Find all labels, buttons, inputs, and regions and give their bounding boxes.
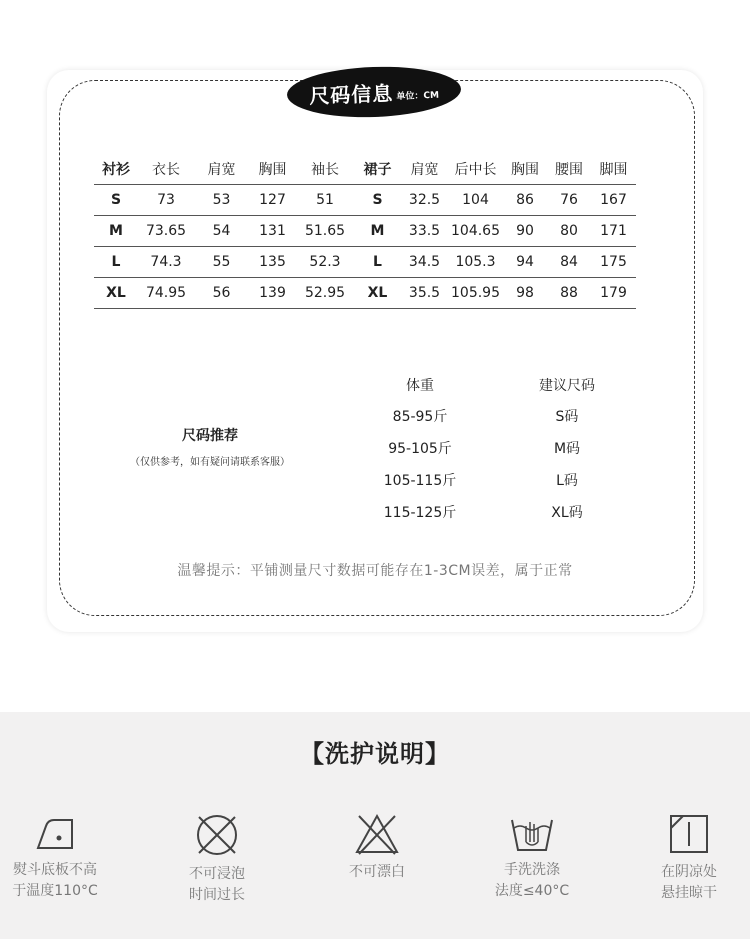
- table-header: 胸围: [503, 154, 547, 185]
- table-cell: 76: [547, 185, 591, 216]
- suggested-size-value: M码: [553, 441, 581, 457]
- table-cell: 171: [591, 216, 636, 247]
- table-cell: M: [354, 216, 401, 247]
- table-cell: XL: [354, 278, 401, 309]
- table-cell: 127: [249, 185, 296, 216]
- table-cell: L: [94, 247, 138, 278]
- table-cell: 73: [138, 185, 194, 216]
- table-cell: 88: [547, 278, 591, 309]
- no-soak-icon: [194, 812, 240, 858]
- table-header: 衣长: [138, 154, 194, 185]
- care-item-label: 不可漂白: [349, 864, 405, 880]
- table-header: 肩宽: [401, 154, 448, 185]
- table-header: 裙子: [354, 154, 401, 185]
- table-cell: 51: [296, 185, 354, 216]
- care-section: [0, 712, 750, 939]
- care-item-label: 熨斗底板不高 于温度110°C: [12, 862, 98, 899]
- care-title: 【洗护说明】: [300, 740, 450, 768]
- table-cell: 86: [503, 185, 547, 216]
- table-cell: 98: [503, 278, 547, 309]
- table-cell: M: [94, 216, 138, 247]
- care-item-label: 手洗洗涤 法度≤40°C: [494, 862, 570, 899]
- iron-icon: [32, 812, 78, 854]
- size-recommend-label: 尺码推荐: [182, 428, 238, 444]
- size-table: [94, 154, 636, 309]
- table-cell: 179: [591, 278, 636, 309]
- table-cell: 105.95: [448, 278, 503, 309]
- suggested-size-value: S码: [555, 409, 579, 425]
- table-header: 腰围: [547, 154, 591, 185]
- table-cell: 94: [503, 247, 547, 278]
- table-cell: 34.5: [401, 247, 448, 278]
- care-item: [312, 812, 442, 883]
- suggested-size-value: XL码: [551, 505, 583, 521]
- table-cell: 35.5: [401, 278, 448, 309]
- table-cell: 84: [547, 247, 591, 278]
- hang-dry-shade-icon: [667, 812, 711, 856]
- table-cell: 104.65: [448, 216, 503, 247]
- measurement-tip: 温馨提示：平铺测量尺寸数据可能存在1-3CM误差，属于正常: [177, 563, 573, 579]
- table-cell: 167: [591, 185, 636, 216]
- table-header: 衬衫: [94, 154, 138, 185]
- table-cell: 51.65: [296, 216, 354, 247]
- table-cell: 32.5: [401, 185, 448, 216]
- care-item: [0, 812, 120, 902]
- size-recommend-note: （仅供参考，如有疑问请联系客服）: [130, 457, 290, 468]
- hand-wash-icon: [508, 812, 556, 854]
- size-table-header-row: [94, 154, 636, 185]
- table-header: 肩宽: [194, 154, 249, 185]
- table-cell: 104: [448, 185, 503, 216]
- care-item: [624, 812, 750, 904]
- weight-value: 115-125斤: [383, 505, 457, 521]
- table-header: 袖长: [296, 154, 354, 185]
- table-cell: 52.3: [296, 247, 354, 278]
- weight-value: 95-105斤: [388, 441, 452, 457]
- table-cell: 55: [194, 247, 249, 278]
- table-row: [94, 216, 636, 247]
- table-cell: 53: [194, 185, 249, 216]
- table-cell: 90: [503, 216, 547, 247]
- table-cell: 74.3: [138, 247, 194, 278]
- size-info-unit: 单位：CM: [396, 90, 440, 102]
- table-cell: 105.3: [448, 247, 503, 278]
- table-cell: 33.5: [401, 216, 448, 247]
- table-header: 后中长: [448, 154, 503, 185]
- size-info-title: 尺码信息: [308, 80, 394, 108]
- weight-value: 85-95斤: [392, 409, 448, 425]
- suggested-size-header: 建议尺码: [539, 378, 595, 394]
- table-cell: 73.65: [138, 216, 194, 247]
- table-cell: 135: [249, 247, 296, 278]
- table-header: 脚围: [591, 154, 636, 185]
- table-cell: 52.95: [296, 278, 354, 309]
- suggested-size-value: L码: [556, 473, 578, 489]
- table-row: [94, 247, 636, 278]
- care-item: [152, 812, 282, 906]
- table-cell: S: [354, 185, 401, 216]
- table-cell: 74.95: [138, 278, 194, 309]
- table-cell: 80: [547, 216, 591, 247]
- care-item-label: 在阴凉处 悬挂晾干: [661, 864, 717, 901]
- table-cell: 131: [249, 216, 296, 247]
- no-bleach-icon: [353, 812, 401, 856]
- table-cell: 54: [194, 216, 249, 247]
- care-item-label: 不可浸泡 时间过长: [189, 866, 245, 903]
- table-row: [94, 278, 636, 309]
- table-cell: L: [354, 247, 401, 278]
- table-cell: 175: [591, 247, 636, 278]
- table-cell: 56: [194, 278, 249, 309]
- table-cell: 139: [249, 278, 296, 309]
- table-cell: S: [94, 185, 138, 216]
- table-row: [94, 185, 636, 216]
- weight-value: 105-115斤: [383, 473, 457, 489]
- table-cell: XL: [94, 278, 138, 309]
- weight-header: 体重: [406, 378, 434, 394]
- table-header: 胸围: [249, 154, 296, 185]
- care-item: [467, 812, 597, 902]
